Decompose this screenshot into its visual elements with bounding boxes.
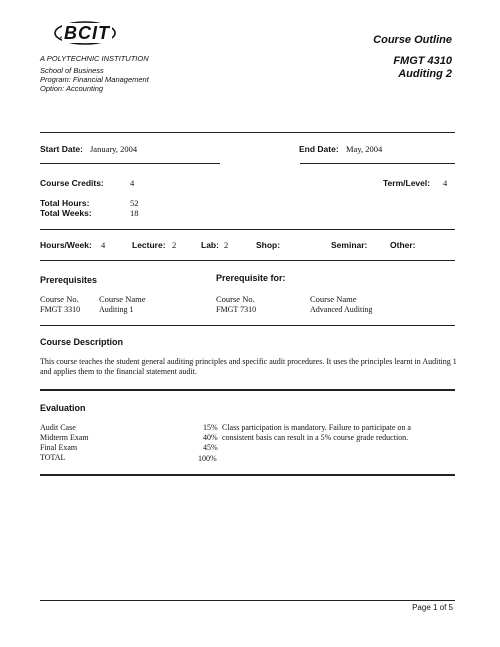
course-credits-value: 4	[130, 178, 135, 188]
course-description-text: This course teaches the student general auditing principles and specific audit procedures. It uses the principles learnt in Auditing 1 and applies them to the financial statement audit.	[40, 357, 457, 376]
lab-label: Lab:	[201, 240, 219, 250]
divider	[40, 325, 455, 326]
pre-col-no-header: Course No.	[40, 294, 79, 304]
for-course-no: FMGT 7310	[216, 305, 257, 314]
institution-name: A POLYTECHNIC INSTITUTION	[40, 54, 149, 63]
evaluation-note-line2: consistent basis can result in a 5% course grade reduction.	[222, 433, 409, 442]
divider	[40, 474, 455, 476]
evaluation-item: Final Exam	[40, 443, 78, 452]
start-date-label: Start Date:	[40, 144, 83, 154]
evaluation-item: Midterm Exam	[40, 433, 89, 442]
other-label: Other:	[390, 240, 416, 250]
total-hours-label: Total Hours:	[40, 198, 90, 208]
lecture-label: Lecture:	[132, 240, 166, 250]
divider	[40, 163, 220, 164]
lab-value: 2	[224, 240, 229, 250]
option-name: Option: Accounting	[40, 84, 104, 93]
evaluation-item: Audit Case	[40, 423, 76, 432]
evaluation-value: 40%	[203, 433, 218, 442]
hours-week-label: Hours/Week:	[40, 240, 92, 250]
divider	[40, 389, 455, 391]
course-code: FMGT 4310	[393, 55, 452, 67]
evaluation-item: TOTAL	[40, 453, 66, 462]
lecture-value: 2	[172, 240, 177, 250]
evaluation-heading: Evaluation	[40, 403, 86, 413]
hours-week-value: 4	[101, 240, 106, 250]
prerequisite-for-heading: Prerequisite for:	[216, 273, 286, 283]
shop-label: Shop:	[256, 240, 281, 250]
prerequisites-heading: Prerequisites	[40, 275, 98, 285]
total-weeks-value: 18	[130, 208, 139, 218]
end-date-label: End Date:	[299, 144, 339, 154]
pre-course-name: Auditing 1	[99, 305, 134, 314]
evaluation-value: 45%	[203, 443, 218, 452]
term-level-value: 4	[443, 178, 448, 188]
start-date-value: January, 2004	[90, 144, 138, 154]
school-name: School of Business	[40, 66, 104, 75]
total-hours-value: 52	[130, 198, 139, 208]
bcit-logo	[52, 18, 118, 48]
end-date-value: May, 2004	[346, 144, 383, 154]
term-level-label: Term/Level:	[383, 178, 431, 188]
pre-course-no: FMGT 3310	[40, 305, 81, 314]
divider	[300, 163, 455, 164]
total-weeks-label: Total Weeks:	[40, 208, 92, 218]
course-description-heading: Course Description	[40, 337, 124, 347]
page-number: Page 1 of 5	[412, 603, 453, 612]
evaluation-value: 15%	[203, 423, 218, 432]
for-col-name-header: Course Name	[310, 294, 357, 304]
doc-title: Course Outline	[373, 34, 452, 46]
divider	[40, 229, 455, 230]
footer-divider	[40, 600, 455, 601]
for-col-no-header: Course No.	[216, 294, 255, 304]
logo-text: BCIT	[64, 23, 110, 43]
evaluation-value: 100%	[198, 454, 217, 463]
divider	[40, 260, 455, 261]
pre-col-name-header: Course Name	[99, 294, 146, 304]
for-course-name: Advanced Auditing	[310, 305, 373, 314]
program-name: Program: Financial Management	[40, 75, 149, 84]
course-credits-label: Course Credits:	[40, 178, 104, 188]
divider	[40, 132, 455, 133]
evaluation-note-line1: Class participation is mandatory. Failure to participate on a	[222, 423, 411, 432]
course-name: Auditing 2	[398, 68, 452, 80]
seminar-label: Seminar:	[331, 240, 368, 250]
